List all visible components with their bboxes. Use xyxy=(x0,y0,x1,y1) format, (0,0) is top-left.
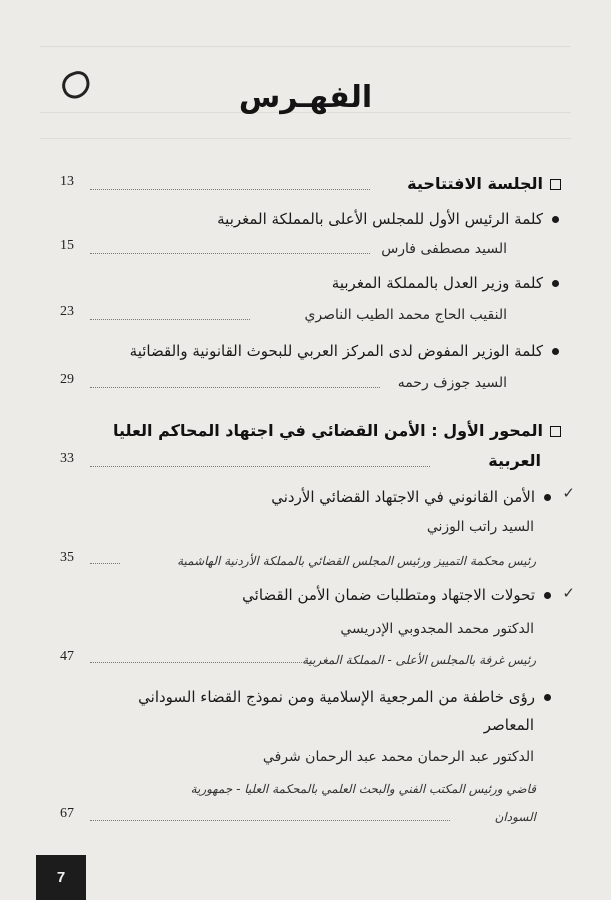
toc-entry-title: تحولات الاجتهاد ومتطلبات ضمان الأمن القضائي xyxy=(242,582,551,608)
page-title: الفهـرس xyxy=(238,80,373,115)
page-ref: 15 xyxy=(60,238,74,253)
toc-entry-author: السيد راتب الوزني xyxy=(426,519,534,535)
toc-entry-affiliation-line2: السودان xyxy=(494,810,536,824)
leader-dots xyxy=(90,253,370,255)
section-box-icon xyxy=(550,179,561,190)
page-ref: 23 xyxy=(60,304,74,319)
toc-entry-title: كلمة الوزير المفوض لدى المركز العربي للبحوث القانونية والقضائية xyxy=(130,338,559,364)
bullet-icon xyxy=(544,592,551,599)
leader-dots xyxy=(90,189,370,191)
leader-dots xyxy=(90,662,310,664)
toc-entry-author: النقيب الحاج محمد الطيب الناصري xyxy=(304,307,507,323)
page-ref: 47 xyxy=(60,649,74,664)
page-number: 7 xyxy=(36,855,86,900)
bullet-icon xyxy=(544,494,551,501)
toc-entry-author: الدكتور محمد المجدوبي الإدريسي xyxy=(340,621,534,637)
toc-entry-affiliation: قاضي ورئيس المكتب الفني والبحث العلمي بالمحكمة العليا - جمهورية xyxy=(190,782,536,796)
section-heading-axis-one-line2: العربية xyxy=(488,451,541,470)
page-ref: 35 xyxy=(60,550,74,565)
handwritten-check-icon: ✓ xyxy=(562,484,575,502)
page-ref: 67 xyxy=(60,806,74,821)
toc-entry-author: السيد مصطفى فارس xyxy=(381,241,507,257)
leader-dots xyxy=(90,387,380,389)
toc-entry-author: الدكتور عبد الرحمان محمد عبد الرحمان شرفي xyxy=(262,749,534,765)
toc-entry-title: الأمن القانوني في الاجتهاد القضائي الأردني xyxy=(271,484,551,510)
bullet-icon xyxy=(544,694,551,701)
bleed-line xyxy=(40,46,571,47)
toc-entry-affiliation: رئيس غرفة بالمجلس الأعلى - المملكة المغربية xyxy=(302,653,536,667)
page-ref: 29 xyxy=(60,372,74,387)
section-heading-opening: الجلسة الافتتاحية xyxy=(407,171,561,197)
section-heading-axis-one: المحور الأول : الأمن القضائي في اجتهاد المحاكم العليا xyxy=(113,418,561,444)
section-box-icon xyxy=(550,426,561,437)
toc-entry-author: السيد جوزف رحمه xyxy=(397,375,507,391)
handwritten-check-icon: ✓ xyxy=(562,584,575,602)
leader-dots xyxy=(90,466,430,468)
toc-entry-title-line2: المعاصر xyxy=(483,716,534,734)
toc-entry-affiliation: رئيس محكمة التمييز ورئيس المجلس القضائي بالمملكة الأردنية الهاشمية xyxy=(177,554,536,568)
bleed-line xyxy=(40,138,571,139)
bullet-icon xyxy=(552,348,559,355)
bullet-icon xyxy=(552,216,559,223)
page-ref: 13 xyxy=(60,174,74,189)
toc-entry-title: كلمة الرئيس الأول للمجلس الأعلى بالمملكة المغربية xyxy=(217,206,559,232)
page-ref: 33 xyxy=(60,451,74,466)
bullet-icon xyxy=(552,280,559,287)
toc-entry-title: رؤى خاطفة من المرجعية الإسلامية ومن نموذج القضاء السوداني xyxy=(138,684,551,710)
toc-entry-title: كلمة وزير العدل بالمملكة المغربية xyxy=(332,270,559,296)
leader-dots xyxy=(90,563,120,565)
leader-dots xyxy=(90,820,450,822)
leader-dots xyxy=(90,319,250,321)
